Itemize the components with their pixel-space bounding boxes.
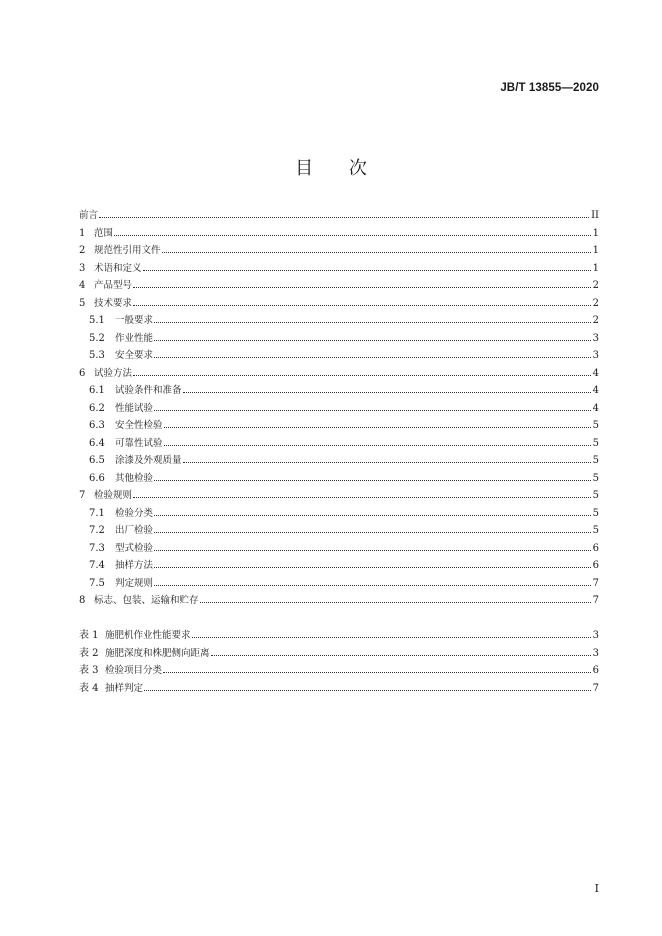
- toc-entry-page: 5: [592, 490, 599, 501]
- dot-leader: [154, 531, 591, 533]
- toc-entry-label: 判定规则: [115, 577, 154, 589]
- dot-leader: [143, 269, 591, 271]
- toc-entry-label: 作业性能: [115, 332, 154, 344]
- toc-entry-11[interactable]: [79, 400, 599, 418]
- toc-entry-number: 7.5: [89, 577, 105, 589]
- toc-entry-7[interactable]: [79, 330, 599, 348]
- dot-leader: [133, 374, 591, 376]
- toc-entry-page: 1: [592, 262, 599, 274]
- dot-leader: [164, 426, 591, 428]
- toc-entry-16[interactable]: [79, 487, 599, 505]
- dot-leader: [154, 339, 591, 341]
- page-number: I: [594, 882, 599, 895]
- dot-leader: [154, 514, 591, 516]
- toc-entry-label: 施肥深度和株肥侧向距离: [105, 647, 210, 659]
- toc-entry-page: 5: [592, 525, 599, 536]
- toc-entry-number: 7.3: [89, 542, 105, 554]
- toc-entry-label: 性能试验: [115, 402, 154, 414]
- toc-entry-number: 表 2: [79, 647, 99, 659]
- toc-entry-label: 试验方法: [94, 367, 133, 379]
- toc-entry-number: 6.3: [89, 420, 105, 431]
- toc-entry-label: 可靠性试验: [115, 437, 163, 449]
- toc-entry-page: 6: [592, 665, 599, 676]
- toc-entry-number: 8: [79, 595, 86, 606]
- dot-leader: [162, 251, 591, 253]
- toc-entry-label: 安全要求: [115, 350, 154, 361]
- toc-entry-3[interactable]: [79, 260, 599, 278]
- toc-entry-page: 4: [592, 367, 599, 379]
- toc-entry-14[interactable]: [79, 452, 599, 470]
- toc-entry-number: 表 3: [79, 665, 99, 676]
- dot-leader: [164, 444, 591, 446]
- toc-entry-number: 2: [79, 245, 86, 256]
- toc-entry-number: 5.2: [89, 332, 105, 344]
- toc-entry-number: 表 4: [79, 682, 99, 694]
- toc-entry-table-2[interactable]: [79, 662, 599, 680]
- dot-leader: [154, 584, 591, 586]
- dot-leader: [154, 566, 591, 568]
- toc-entry-page: 5: [592, 507, 599, 519]
- toc-entry-page: 2: [592, 315, 599, 326]
- toc-entry-page: 3: [592, 350, 599, 361]
- dot-leader: [211, 654, 591, 656]
- toc-entry-page: 5: [592, 420, 599, 431]
- toc-entry-page: 3: [592, 630, 599, 641]
- toc-entry-number: 6: [79, 367, 86, 379]
- toc-entry-number: 6.5: [89, 455, 105, 466]
- toc-entry-15[interactable]: [79, 470, 599, 488]
- list-of-tables: [79, 627, 599, 697]
- toc-entry-number: 7.1: [89, 507, 105, 519]
- toc-entry-19[interactable]: [79, 540, 599, 558]
- toc-entry-label: 一般要求: [115, 315, 154, 326]
- toc-entry-17[interactable]: [79, 505, 599, 523]
- toc-entry-page: 4: [592, 402, 599, 414]
- toc-entry-label: 涂漆及外观质量: [115, 455, 182, 466]
- dot-leader: [154, 549, 591, 551]
- toc-entry-number: 5.3: [89, 350, 105, 361]
- toc-entry-page: 1: [592, 227, 599, 239]
- toc-entry-number: 6.2: [89, 402, 105, 414]
- dot-leader: [154, 409, 591, 411]
- dot-leader: [200, 601, 591, 603]
- toc-entry-page: 5: [592, 455, 599, 466]
- toc-entry-label: 检验项目分类: [105, 665, 163, 676]
- toc-entry-22[interactable]: [79, 592, 599, 610]
- toc-entry-table-3[interactable]: [79, 680, 599, 698]
- page-title: 目 次: [295, 158, 367, 179]
- toc-entry-label: 抽样方法: [115, 560, 154, 571]
- toc-entry-page: 7: [592, 682, 599, 694]
- toc-entry-number: 3: [79, 262, 86, 274]
- toc-entry-page: 6: [592, 560, 599, 571]
- toc-entry-0[interactable]: [79, 207, 599, 225]
- toc-entry-label: 施肥机作业性能要求: [105, 630, 191, 641]
- toc-entry-4[interactable]: [79, 277, 599, 295]
- toc-entry-page: 2: [592, 297, 599, 309]
- toc-entry-label: 范围: [94, 227, 114, 239]
- toc-entry-6[interactable]: [79, 312, 599, 330]
- toc-entry-table-0[interactable]: [79, 627, 599, 645]
- dot-leader: [163, 671, 591, 673]
- toc-entry-number: 7.4: [89, 560, 105, 571]
- dot-leader: [99, 216, 589, 218]
- toc-entry-page: 1: [592, 245, 599, 256]
- dot-leader: [133, 496, 591, 498]
- toc-entry-label: 出厂检验: [115, 525, 154, 536]
- dot-leader: [154, 321, 591, 323]
- toc-entry-page: 2: [592, 280, 599, 291]
- toc-entry-12[interactable]: [79, 417, 599, 435]
- toc-entry-5[interactable]: [79, 295, 599, 313]
- toc-entry-page: II: [591, 210, 599, 221]
- toc-entry-page: 6: [592, 542, 599, 554]
- toc-entry-10[interactable]: [79, 382, 599, 400]
- toc-entry-label: 试验条件和准备: [115, 385, 182, 396]
- toc-entry-label: 抽样判定: [105, 682, 144, 694]
- table-of-contents: [79, 207, 599, 610]
- toc-entry-table-1[interactable]: [79, 645, 599, 663]
- toc-entry-page: 7: [592, 595, 599, 606]
- toc-entry-label: 规范性引用文件: [94, 245, 161, 256]
- toc-entry-2[interactable]: [79, 242, 599, 260]
- toc-entry-page: 4: [592, 385, 599, 396]
- toc-entry-label: 术语和定义: [94, 262, 142, 274]
- toc-entry-label: 产品型号: [94, 280, 133, 291]
- dot-leader: [192, 636, 591, 638]
- toc-entry-number: 7.2: [89, 525, 105, 536]
- toc-entry-21[interactable]: [79, 575, 599, 593]
- toc-entry-1[interactable]: [79, 225, 599, 243]
- document-code: JB/T 13855—2020: [500, 82, 599, 94]
- toc-entry-number: 1: [79, 227, 86, 239]
- toc-entry-number: 5.1: [89, 315, 105, 326]
- toc-entry-page: 5: [592, 472, 599, 484]
- dot-leader: [144, 689, 591, 691]
- toc-entry-13[interactable]: [79, 435, 599, 453]
- dot-leader: [183, 391, 591, 393]
- toc-entry-20[interactable]: [79, 557, 599, 575]
- toc-entry-number: 5: [79, 297, 86, 309]
- toc-entry-number: 6.1: [89, 385, 105, 396]
- toc-entry-8[interactable]: [79, 347, 599, 365]
- dot-leader: [133, 304, 591, 306]
- toc-entry-number: 7: [79, 490, 86, 501]
- toc-entry-number: 6.6: [89, 472, 105, 484]
- toc-entry-label: 其他检验: [115, 472, 154, 484]
- toc-entry-label: 技术要求: [94, 297, 133, 309]
- toc-entry-label: 检验规则: [94, 490, 133, 501]
- toc-entry-label: 安全性检验: [115, 420, 163, 431]
- toc-entry-number: 表 1: [79, 630, 99, 641]
- toc-entry-number: 6.4: [89, 437, 105, 449]
- toc-entry-page: 5: [592, 437, 599, 449]
- dot-leader: [183, 461, 591, 463]
- dot-leader: [154, 356, 591, 358]
- toc-entry-page: 3: [592, 332, 599, 344]
- toc-entry-page: 7: [592, 577, 599, 589]
- toc-entry-18[interactable]: [79, 522, 599, 540]
- dot-leader: [114, 234, 591, 236]
- dot-leader: [154, 479, 591, 481]
- toc-entry-number: 4: [79, 280, 86, 291]
- toc-entry-page: 3: [592, 647, 599, 659]
- toc-entry-label: 检验分类: [115, 507, 154, 519]
- dot-leader: [133, 286, 591, 288]
- toc-entry-9[interactable]: [79, 365, 599, 383]
- toc-entry-label: 型式检验: [115, 542, 154, 554]
- toc-entry-label: 前言: [79, 210, 99, 221]
- toc-entry-label: 标志、包装、运输和贮存: [94, 595, 199, 606]
